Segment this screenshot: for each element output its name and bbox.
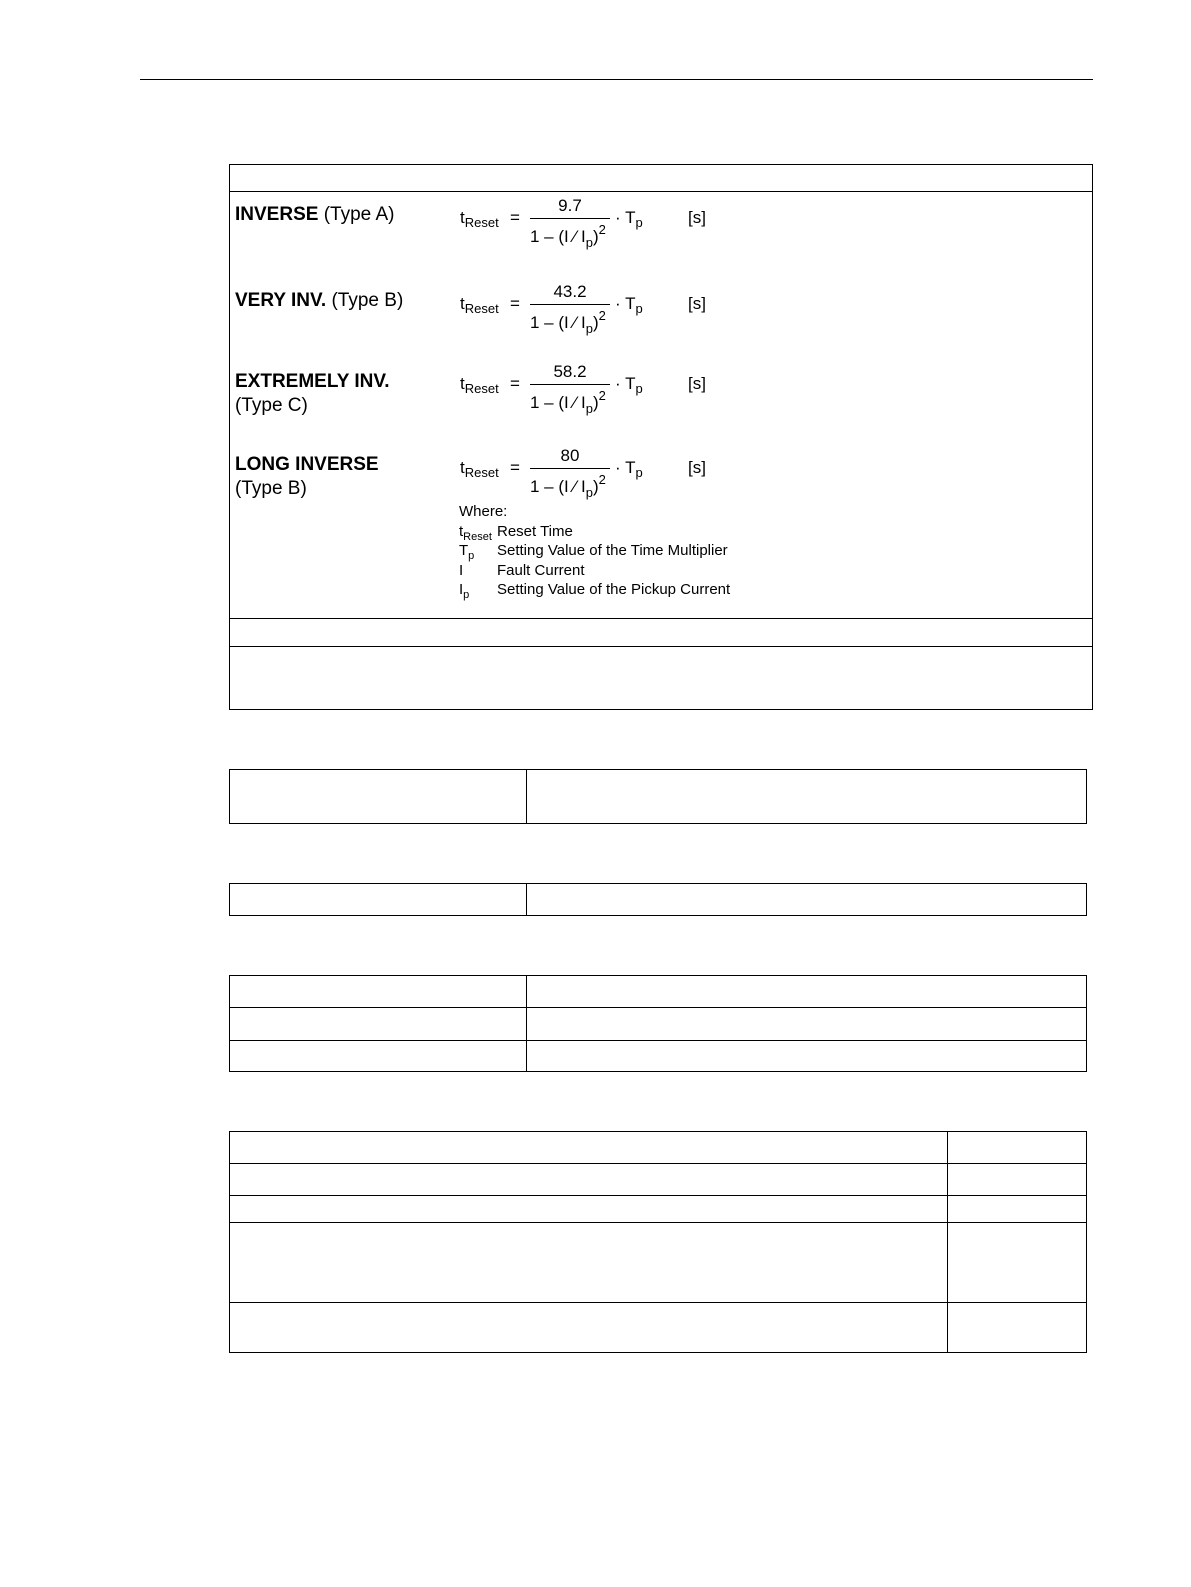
table-column-divider — [526, 884, 527, 915]
table-row-divider — [230, 1302, 1086, 1303]
curve-label-extremely-inverse: EXTREMELY INV. (Type C) — [235, 371, 390, 416]
legend-item: $t_{Reset}$ Reset Time — [459, 522, 573, 543]
formula-denominator: 1 – (I ⁄ $I_p)^2$ — [530, 472, 606, 500]
table-row-divider — [230, 1163, 1086, 1164]
formula-numerator: 58.2 — [553, 362, 587, 381]
formula-extremely-inverse: $t_{Reset}$ = 58.2 1 – (I ⁄ $I_p)^2$ · $T_p$ [s] — [460, 362, 706, 416]
header-rule — [140, 79, 1093, 80]
formula-very-inverse: $t_{Reset}$ = 43.2 1 – (I ⁄ $I_p)^2$ · $T_p$ [s] — [460, 282, 706, 336]
legend-item: $T_p$ Setting Value of the Time Multiplier — [459, 542, 728, 562]
legend-heading: Where: — [459, 503, 508, 520]
table-row-divider — [230, 1040, 1086, 1041]
table-column-divider — [526, 770, 527, 823]
formula-denominator: 1 – (I ⁄ $I_p)^2$ — [530, 388, 606, 416]
formula-numerator: 80 — [560, 446, 580, 465]
formula-numerator: 9.7 — [558, 196, 582, 215]
table-divider — [230, 618, 1092, 619]
table-divider — [230, 191, 1092, 192]
table-row-divider — [230, 1007, 1086, 1008]
table-divider — [230, 646, 1092, 647]
empty-table-2 — [229, 883, 1087, 916]
curve-label-long-inverse: LONG INVERSE (Type B) — [235, 454, 379, 499]
fraction-bar — [530, 218, 610, 219]
formula-legend — [459, 502, 731, 601]
curve-label-very-inverse: VERY INV. (Type B) — [235, 290, 404, 311]
formula-denominator: 1 – (I ⁄ $I_p)^2$ — [530, 308, 606, 336]
legend-item: I Fault Current — [459, 561, 585, 579]
formula-denominator: 1 – (I ⁄ $I_p)^2$ — [530, 222, 606, 250]
fraction-bar — [530, 468, 610, 469]
empty-table-3 — [229, 975, 1087, 1072]
table-row-divider — [230, 1222, 1086, 1223]
empty-table-4 — [229, 1131, 1087, 1353]
curve-label-inverse: INVERSE (Type A) — [235, 204, 395, 225]
formula-inverse: $t_{Reset}$ = 9.7 1 – (I ⁄ $I_p)^2$ · $T_p$ [s] — [460, 196, 706, 250]
formula-long-inverse: $t_{Reset}$ = 80 1 – (I ⁄ $I_p)^2$ · $T_p$ [s] — [460, 446, 706, 500]
table-row-divider — [230, 1195, 1086, 1196]
fraction-bar — [530, 304, 610, 305]
fraction-bar — [530, 384, 610, 385]
formula-numerator: 43.2 — [553, 282, 587, 301]
legend-item: $I_p$ Setting Value of the Pickup Current — [459, 581, 731, 601]
table-column-divider — [947, 1132, 948, 1352]
empty-table-1 — [229, 769, 1087, 824]
table-column-divider — [526, 976, 527, 1071]
